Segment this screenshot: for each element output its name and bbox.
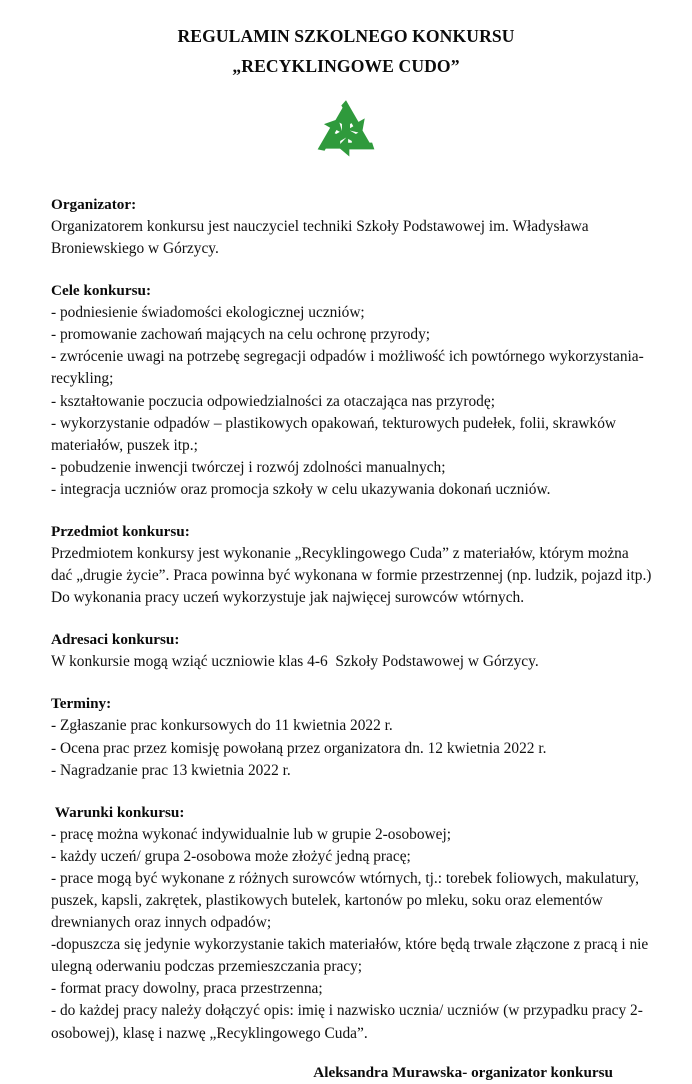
- section-heading: Adresaci konkursu:: [51, 631, 180, 649]
- section-list: [51, 824, 653, 1045]
- list-item: - format pracy dowolny, praca przestrzenna;: [51, 980, 323, 998]
- list-item: - podniesienie świadomości ekologicznej uczniów;: [51, 304, 365, 322]
- section-list: [51, 715, 653, 781]
- list-item: - prace mogą być wykonane z różnych surowców wtórnych, tj.: torebek foliowych, makulatury, puszek, kapsli, zakrętek, plastikowych butelek, kartonów po mleku, soku oraz elementów drewnianych oraz innych odpadów;: [51, 869, 643, 932]
- list-item: - kształtowanie poczucia odpowiedzialności za otaczająca nas przyrodę;: [51, 392, 495, 410]
- recycling-icon: [294, 94, 398, 172]
- list-item: - Zgłaszanie prac konkursowych do 11 kwietnia 2022 r.: [51, 717, 393, 735]
- document-body: [0, 194, 692, 1084]
- list-item: -dopuszcza się jedynie wykorzystanie takich materiałów, które będą trwale złączone z pracą i nie ulegną oderwaniu podczas przemieszczania pracy;: [51, 936, 653, 976]
- list-item: - do każdej pracy należy dołączyć opis: imię i nazwisko ucznia/ uczniów (w przypadku pracy 2-osobowej), klasę i nazwę „Recyklingowego Cuda”.: [51, 1002, 643, 1042]
- page-subtitle: „RECYKLINGOWE CUDO”: [232, 56, 460, 76]
- list-item: - zwrócenie uwagi na potrzebę segregacji odpadów i możliwość ich powtórnego wykorzystania- recykling;: [51, 348, 648, 388]
- section-heading: Przedmiot konkursu:: [51, 523, 190, 541]
- list-item: - każdy uczeń/ grupa 2-osobowa może złożyć jedną pracę;: [51, 847, 411, 865]
- section-list: [51, 302, 653, 501]
- section-heading: Organizator:: [51, 196, 137, 213]
- list-item: - Ocena prac przez komisję powołaną przez organizatora dn. 12 kwietnia 2022 r.: [51, 739, 547, 757]
- logo-container: [0, 94, 692, 172]
- signature-line: Aleksandra Murawska- organizator konkursu: [313, 1063, 613, 1081]
- section-paragraph: Przedmiotem konkursy jest wykonanie „Recyklingowego Cuda” z materiałów, którym można dać „drugie życie”. Praca powinna być wykonana w formie przestrzennej (np. ludzik, pojazd itp.) Do wykonania pracy uczeń wykorzystuje jak najwięcej surowców wtórnych.: [51, 545, 656, 607]
- section-paragraph: W konkursie mogą wziąć uczniowie klas 4-6 Szkoły Podstawowej w Górzycy.: [51, 653, 539, 671]
- section-terminy: [51, 693, 653, 781]
- section-heading: Cele konkursu:: [51, 282, 152, 300]
- section-heading: Warunki konkursu:: [51, 803, 185, 821]
- list-item: - Nagradzanie prac 13 kwietnia 2022 r.: [51, 761, 291, 779]
- title-block: [0, 0, 692, 81]
- list-item: - wykorzystanie odpadów – plastikowych opakowań, tekturowych pudełek, folii, skrawków materiałów, puszek itp.;: [51, 414, 620, 454]
- section-paragraph: Organizatorem konkursu jest nauczyciel techniki Szkoły Podstawowej im. Władysława Broniewskiego w Górzycy.: [51, 218, 593, 258]
- section-warunki: [51, 802, 653, 1045]
- section-heading: Terminy:: [51, 695, 112, 713]
- list-item: - promowanie zachowań mających na celu ochronę przyrody;: [51, 326, 431, 344]
- section-organizator: [51, 194, 653, 260]
- page-title: REGULAMIN SZKOLNEGO KONKURSU: [177, 26, 515, 46]
- list-item: - pracę można wykonać indywidualnie lub w grupie 2-osobowej;: [51, 825, 452, 843]
- section-przedmiot: [51, 521, 656, 609]
- section-cele: [51, 280, 653, 501]
- section-adresaci: [51, 629, 653, 673]
- list-item: - pobudzenie inwencji twórczej i rozwój zdolności manualnych;: [51, 458, 446, 476]
- list-item: - integracja uczniów oraz promocja szkoły w celu ukazywania dokonań uczniów.: [51, 480, 551, 498]
